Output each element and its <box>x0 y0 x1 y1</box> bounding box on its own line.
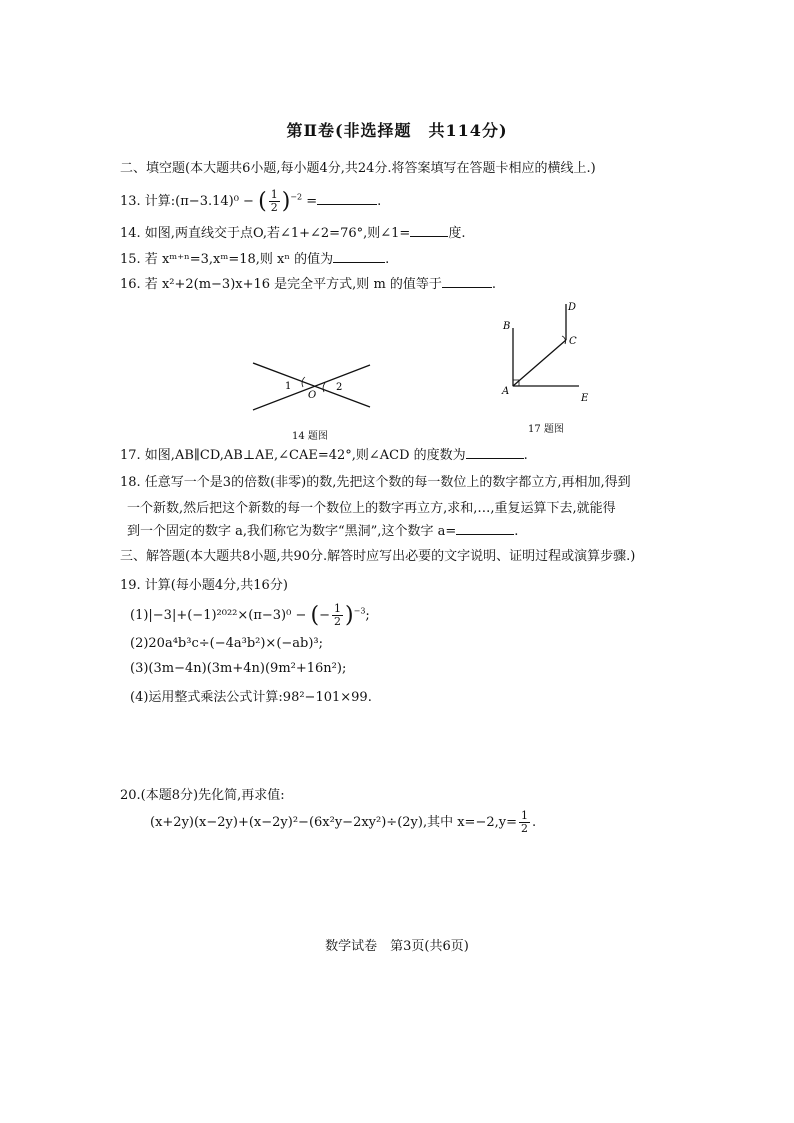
q18-line-3-text: 到一个固定的数字 a,我们称它为数字“黑洞”,这个数字 a= <box>127 524 457 539</box>
q16-answer-blank[interactable] <box>442 275 492 288</box>
q20-frac-den: 2 <box>520 822 528 835</box>
fig17-label-D: D <box>568 302 577 313</box>
q15-end: . <box>385 252 390 267</box>
q19-p1-exponent: −3 <box>353 606 366 616</box>
q19-p1-left-paren: ( <box>310 603 320 628</box>
fig14-line-b <box>253 365 370 410</box>
question-15 <box>120 248 389 267</box>
q19-p1-minus: − <box>319 608 331 623</box>
fig14-label-O: O <box>308 390 317 401</box>
page-footer: 数学试卷 第3页(共6页) <box>325 939 469 954</box>
q18-line-1: 18. 任意写一个是3的倍数(非零)的数,先把这个数的每一数位上的数字都立方,再相加,得到 <box>120 475 631 490</box>
q19-p1-end: ; <box>365 608 370 623</box>
fig17-label-B: B <box>503 321 511 332</box>
fig14-label-1: 1 <box>285 381 292 392</box>
q13-fraction <box>269 189 280 214</box>
q20-end: . <box>531 815 537 830</box>
q18-end: . <box>514 524 519 539</box>
fig14-label-2: 2 <box>336 382 343 393</box>
q13-prefix: 13. 计算:(π−3.14)⁰ − <box>120 194 254 209</box>
q19-p1-right-paren: ) <box>345 603 354 628</box>
q19-p1-frac-den: 2 <box>334 615 342 628</box>
q19-part-4: (4)运用整式乘法公式计算:98²−101×99. <box>130 690 372 705</box>
question-13 <box>120 189 381 214</box>
fig17-caption: 17 题图 <box>528 424 564 435</box>
q20-frac-num: 1 <box>520 809 528 822</box>
q18-line-3 <box>127 520 518 539</box>
q14-text: 14. 如图,两直线交于点O,若∠1+∠2=76°,则∠1= <box>120 226 411 241</box>
q18-answer-blank[interactable] <box>456 522 514 535</box>
fig17-label-A: A <box>502 386 510 397</box>
question-16 <box>120 273 496 292</box>
q15-answer-blank[interactable] <box>333 250 385 263</box>
q19-p1-text: (1)|−3|+(−1)²⁰²²×(π−3)⁰ − <box>130 608 307 623</box>
question-14 <box>120 222 465 241</box>
q18-line-2: 一个新数,然后把这个新数的每一个数位上的数字再立方,求和,…,重复运算下去,就能得 <box>127 501 616 516</box>
q19-title: 19. 计算(每小题4分,共16分) <box>120 578 288 593</box>
q13-answer-blank[interactable] <box>317 192 377 205</box>
fig17-label-E: E <box>581 393 589 404</box>
fig14-caption: 14 题图 <box>292 431 328 442</box>
q17-text: 17. 如图,AB∥CD,AB⊥AE,∠CAE=42°,则∠ACD 的度数为 <box>120 448 466 463</box>
q16-text: 16. 若 x²+2(m−3)x+16 是完全平方式,则 m 的值等于 <box>120 277 442 292</box>
question-17 <box>120 444 528 463</box>
section-2-header: 二、填空题(本大题共6小题,每小题4分,共24分.将答案填写在答题卡相应的横线上.) <box>120 161 596 176</box>
q16-end: . <box>491 277 497 292</box>
q19-p1-frac-num: 1 <box>334 602 342 615</box>
q13-frac-num: 1 <box>270 188 278 201</box>
q13-right-paren: ) <box>281 189 291 214</box>
q19-part-3: (3)(3m−4n)(3m+4n)(9m²+16n²); <box>130 661 347 676</box>
q17-answer-blank[interactable] <box>466 446 524 459</box>
q13-exponent: −2 <box>290 192 303 202</box>
q19-part-1 <box>130 603 370 628</box>
q13-frac-den: 2 <box>270 201 278 214</box>
q19-part-2: (2)20a⁴b³c÷(−4a³b²)×(−ab)³; <box>130 636 324 651</box>
fig17-segment-AC <box>513 340 566 386</box>
q13-equals: = <box>306 194 318 209</box>
figure-17 <box>495 298 600 408</box>
q20-title: 20.(本题8分)先化简,再求值: <box>120 788 285 803</box>
q17-end: . <box>523 448 528 463</box>
q19-p1-fraction <box>332 603 343 628</box>
fig17-label-C: C <box>569 336 577 347</box>
q14-answer-blank[interactable] <box>410 224 448 237</box>
q15-text: 15. 若 xᵐ⁺ⁿ=3,xᵐ=18,则 xⁿ 的值为 <box>120 252 334 267</box>
q20-y-fraction <box>519 810 530 835</box>
q14-unit: 度. <box>448 226 466 241</box>
q20-expr-text: (x+2y)(x−2y)+(x−2y)²−(6x²y−2xy²)÷(2y),其中 x=−2,y= <box>150 815 517 830</box>
section-3-header: 三、解答题(本大题共8小题,共90分.解答时应写出必要的文字说明、证明过程或演算步骤.) <box>120 549 636 564</box>
q13-left-paren: ( <box>258 189 267 214</box>
figure-14 <box>245 355 380 415</box>
q13-end: . <box>377 194 382 209</box>
q20-expression <box>150 810 536 835</box>
exam-part-title: 第Ⅱ卷(非选择题 共114分) <box>286 121 508 140</box>
